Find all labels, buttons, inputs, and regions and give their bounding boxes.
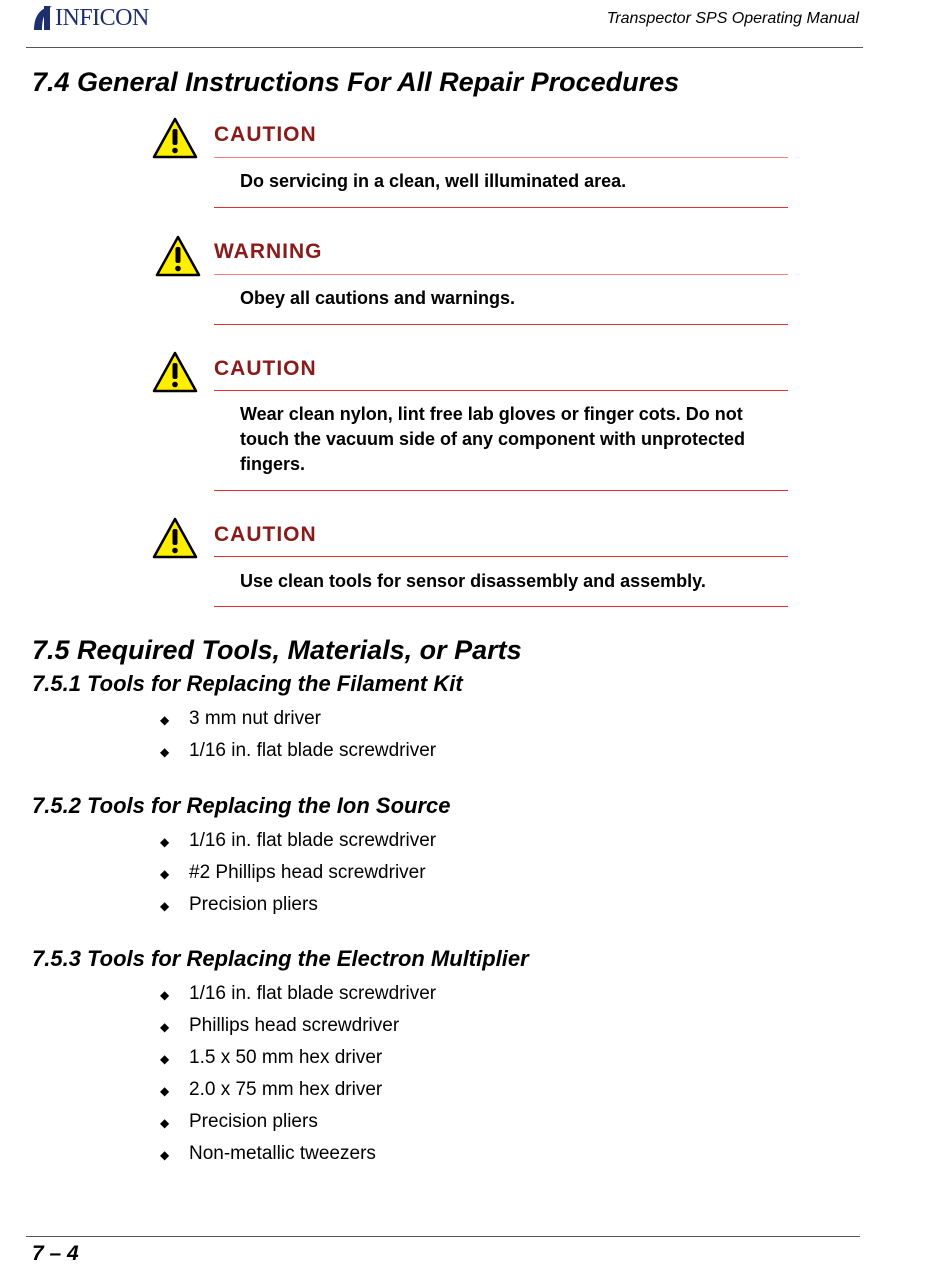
list-item: Precision pliers (189, 894, 318, 915)
bullet-icon: ◆ (160, 1020, 170, 1034)
bullet-icon: ◆ (160, 835, 170, 849)
warning-triangle-icon (152, 117, 198, 159)
bullet-icon: ◆ (160, 1116, 170, 1130)
list-item: #2 Phillips head screwdriver (189, 862, 426, 883)
notice-bottom-rule (214, 606, 788, 607)
warning-triangle-icon (155, 235, 201, 277)
list-item: 3 mm nut driver (189, 708, 321, 729)
bullet-icon: ◆ (160, 867, 170, 881)
warning-triangle-icon (152, 351, 198, 393)
list-item: Precision pliers (189, 1111, 318, 1132)
warning-triangle-icon (152, 517, 198, 559)
bullet-icon: ◆ (160, 1084, 170, 1098)
section-7-5-heading: 7.5 Required Tools, Materials, or Parts (32, 635, 522, 665)
footer-divider (26, 1236, 860, 1237)
list-item: 1/16 in. flat blade screwdriver (189, 830, 437, 851)
header-divider (26, 47, 863, 48)
bullet-icon: ◆ (160, 1052, 170, 1066)
notice-label: CAUTION (214, 523, 317, 546)
page-number: 7 – 4 (32, 1242, 79, 1265)
list-item: Phillips head screwdriver (189, 1015, 400, 1036)
document-title: Transpector SPS Operating Manual (606, 10, 859, 27)
subsection-7-5-1-heading: 7.5.1 Tools for Replacing the Filament Kit (32, 671, 463, 696)
notice-text: Use clean tools for sensor disassembly and assembly. (240, 571, 706, 591)
notice-text: Do servicing in a clean, well illuminated area. (240, 171, 627, 191)
notice-top-rule (214, 274, 788, 275)
notice-text: Obey all cautions and warnings. (240, 288, 516, 308)
list-item: 1.5 x 50 mm hex driver (189, 1047, 383, 1068)
list-item: 1/16 in. flat blade screwdriver (189, 983, 437, 1004)
bullet-icon: ◆ (160, 713, 170, 727)
subsection-7-5-2-heading: 7.5.2 Tools for Replacing the Ion Source (32, 793, 451, 818)
notice-top-rule (214, 157, 788, 158)
section-7-4-heading: 7.4 General Instructions For All Repair Procedures (32, 67, 680, 97)
notice-top-rule (214, 390, 788, 391)
bullet-icon: ◆ (160, 745, 170, 759)
notice-label: WARNING (214, 240, 323, 263)
list-item: Non-metallic tweezers (189, 1143, 376, 1164)
bullet-icon: ◆ (160, 988, 170, 1002)
notice-top-rule (214, 556, 788, 557)
bullet-icon: ◆ (160, 899, 170, 913)
notice-label: CAUTION (214, 123, 317, 146)
logo-mark-icon (30, 4, 56, 32)
notice-bottom-rule (214, 324, 788, 325)
notice-bottom-rule (214, 490, 788, 491)
notice-label: CAUTION (214, 357, 317, 380)
list-item: 2.0 x 75 mm hex driver (189, 1079, 383, 1100)
notice-text: Wear clean nylon, lint free lab gloves or finger cots. Do not touch the vacuum side of any component with unprotected fingers. (240, 404, 746, 474)
notice-bottom-rule (214, 207, 788, 208)
list-item: 1/16 in. flat blade screwdriver (189, 740, 437, 761)
subsection-7-5-3-heading: 7.5.3 Tools for Replacing the Electron Multiplier (32, 946, 529, 971)
logo-text: INFICON (55, 5, 149, 31)
inficon-logo (30, 4, 160, 32)
bullet-icon: ◆ (160, 1148, 170, 1162)
